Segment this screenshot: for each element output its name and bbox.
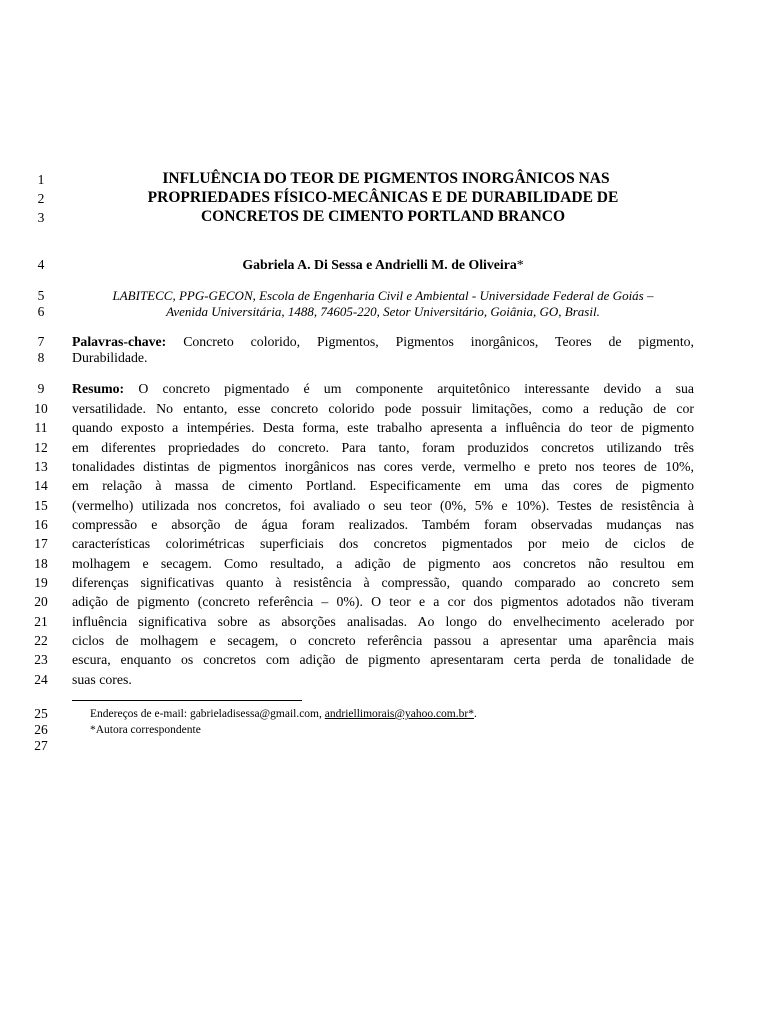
line-number: 27 <box>34 738 48 753</box>
line-number: 2 <box>37 191 45 206</box>
paper-title-line: CONCRETOS DE CIMENTO PORTLAND BRANCO <box>200 208 566 225</box>
line-number: 14 <box>34 478 48 493</box>
abstract-line <box>72 381 694 397</box>
line-number: 8 <box>37 350 45 365</box>
authors <box>72 257 694 273</box>
abstract-line: molhagem e secagem. Como resultado, a adição de pigmento aos concretos não resultou em <box>72 556 694 571</box>
line-number: 18 <box>34 556 48 571</box>
footnote-suffix: . <box>473 708 477 720</box>
line-number: 26 <box>34 722 48 737</box>
line-number: 13 <box>34 459 48 474</box>
abstract-text: O concreto pigmentado é um componente arquitetônico interessante devido a sua <box>138 381 694 396</box>
abstract-line: versatilidade. No entanto, esse concreto colorido pode possuir limitações, como a redução de cor <box>72 401 694 416</box>
line-number: 22 <box>34 633 48 648</box>
abstract-line: tonalidades distintas de pigmentos inorgânicos nas cores verde, vermelho e preto nos teores de 10%, <box>72 459 694 474</box>
keywords-label: Palavras-chave: <box>72 334 167 349</box>
affiliation-line: LABITECC, PPG-GECON, Escola de Engenharia Civil e Ambiental - Universidade Federal de Goiás – <box>112 288 654 303</box>
abstract-line: escura, enquanto os concretos com adição de pigmento apresentaram certa perda de tonalidade de <box>72 652 694 667</box>
abstract-line: adição de pigmento (concreto referência – 0%). O teor e a cor dos pigmentos adotados não tiveram <box>72 594 694 609</box>
keywords-text: Concreto colorido, Pigmentos, Pigmentos inorgânicos, Teores de pigmento, <box>183 334 694 349</box>
line-number: 12 <box>34 440 48 455</box>
footnote-emails <box>90 706 712 722</box>
line-number: 4 <box>37 257 45 272</box>
line-number: 21 <box>34 614 48 629</box>
author-names: Gabriela A. Di Sessa e Andrielli M. de Oliveira <box>242 257 517 272</box>
footnote-rule <box>72 700 302 701</box>
email-link[interactable]: andriellimorais@yahoo.com.br* <box>324 708 474 720</box>
line-number: 23 <box>34 652 48 667</box>
abstract-line: compressão e absorção de água foram realizados. Também foram observadas mudanças nas <box>72 517 694 532</box>
line-number: 20 <box>34 594 48 609</box>
abstract-line: (vermelho) utilizada nos concretos, foi avaliado o seu teor (0%, 5% e 10%). Testes de resistência à <box>72 498 694 513</box>
abstract-line: diferenças significativas quanto à resistência à compressão, quando comparado ao concreto sem <box>72 575 694 590</box>
corresponding-mark: * <box>516 257 524 272</box>
abstract-line: características colorimétricas superficiais dos concretos pigmentados por meio de ciclos de <box>72 536 694 551</box>
line-number: 24 <box>34 672 48 687</box>
keywords-line: Durabilidade. <box>72 350 148 365</box>
abstract-line: suas cores. <box>72 672 132 687</box>
line-number: 5 <box>37 288 45 303</box>
line-number: 11 <box>34 420 48 435</box>
line-number: 7 <box>37 334 45 349</box>
paper-title-line: INFLUÊNCIA DO TEOR DE PIGMENTOS INORGÂNICOS NAS <box>162 170 610 187</box>
footnote-prefix: Endereços de e-mail: gabrieladisessa@gmail.com, <box>90 708 325 720</box>
abstract-line: em diferentes propriedades do concreto. Para tanto, foram produzidos concretos utilizando três <box>72 440 694 455</box>
abstract-line: influência significativa sobre as absorções analisadas. Ao longo do envelhecimento acelerado por <box>72 614 694 629</box>
abstract-line: quando exposto a intempéries. Desta forma, este trabalho apresenta a influência do teor de pigmento <box>72 420 694 435</box>
affiliation-line: Avenida Universitária, 1488, 74605-220, Setor Universitário, Goiânia, GO, Brasil. <box>166 304 600 319</box>
line-number: 15 <box>34 498 48 513</box>
line-number: 10 <box>34 401 48 416</box>
line-number: 3 <box>37 210 45 225</box>
line-number: 25 <box>34 706 48 721</box>
line-number: 9 <box>37 381 45 396</box>
abstract-line: ciclos de molhagem e secagem, o concreto referência passou a apresentar uma aparência mais <box>72 633 694 648</box>
abstract-label: Resumo: <box>72 381 125 396</box>
footnote-corresponding: *Autora correspondente <box>90 724 201 736</box>
line-number: 19 <box>34 575 48 590</box>
paper-title-line: PROPRIEDADES FÍSICO-MECÂNICAS E DE DURABILIDADE DE <box>147 189 619 206</box>
line-number: 1 <box>37 172 45 187</box>
line-number: 16 <box>34 517 48 532</box>
line-number: 17 <box>34 536 48 551</box>
line-number: 6 <box>37 304 45 319</box>
abstract-line: em relação à massa de cimento Portland. Especificamente em uma das cores de pigmento <box>72 478 694 493</box>
keywords-line <box>72 334 694 350</box>
